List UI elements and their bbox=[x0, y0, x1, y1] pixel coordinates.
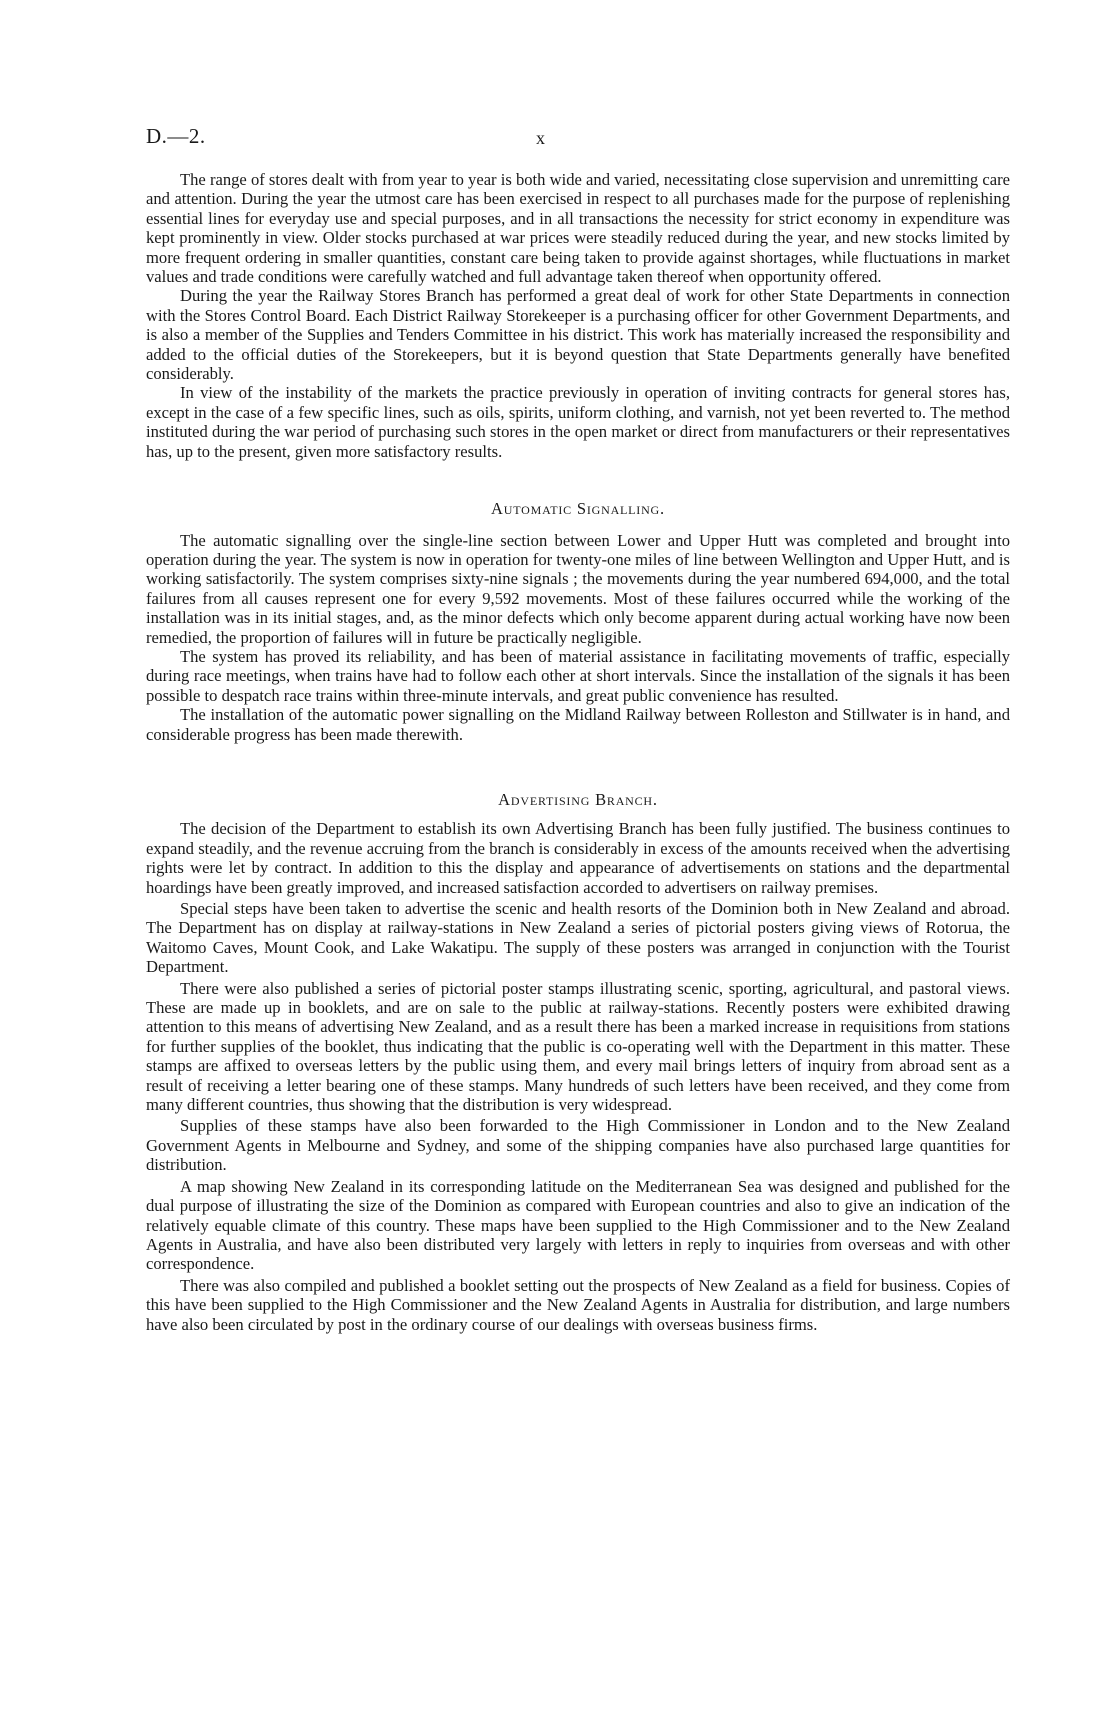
paragraph: A map showing New Zealand in its corresponding latitude on the Mediterranean Sea was designed and published for the dual purpose of illustrating the size of the Dominion as compared with European countries and also to give an indication of the relatively equable climate of this country. These maps have been supplied to the High Commissioner and to the New Zealand Agents in Australia, and have also been distributed very largely with letters in reply to inquiries from overseas and with other correspondence. bbox=[146, 1176, 1010, 1274]
page-header bbox=[146, 124, 1010, 151]
document-reference: D.—2. bbox=[146, 124, 206, 148]
section-heading-automatic-signalling: Automatic Signalling. bbox=[491, 499, 665, 519]
paragraph: The installation of the automatic power signalling on the Midland Railway between Rolleston and Stillwater is in hand, and considerable progress has been made therewith. bbox=[146, 705, 1010, 744]
paragraph: In view of the instability of the markets the practice previously in operation of inviting contracts for general stores has, except in the case of a few specific lines, such as oils, spirits, uniform clothing, and varnish, not yet been reverted to. The method instituted during the war period of purchasing such stores in the open market or direct from manufacturers or their representatives has, up to the present, given more satisfactory results. bbox=[146, 383, 1010, 461]
paragraph: Supplies of these stamps have also been forwarded to the High Commissioner in London and to the New Zealand Government Agents in Melbourne and Sydney, and some of the shipping companies have also purchased large quantities for distribution. bbox=[146, 1116, 1010, 1175]
advertising-branch-section bbox=[146, 790, 1010, 1334]
paragraph: There was also compiled and published a booklet setting out the prospects of New Zealand as a field for business. Copies of this have been supplied to the High Commissioner and the New Zealand Agents in Australia for distribution, and large numbers have also been circulated by post in the ordinary course of our dealings with overseas business firms. bbox=[146, 1275, 1010, 1334]
page-body bbox=[146, 170, 1010, 1334]
paragraph: Special steps have been taken to advertise the scenic and health resorts of the Dominion both in New Zealand and abroad. The Department has on display at railway-stations in New Zealand a series of pictorial posters giving views of Rotorua, the Waitomo Caves, Mount Cook, and Lake Wakatipu. The supply of these posters was arranged in conjunction with the Tourist Department. bbox=[146, 899, 1010, 977]
automatic-signalling-section bbox=[146, 499, 1010, 744]
paragraph: The system has proved its reliability, and has been of material assistance in facilitating movements of traffic, especially during race meetings, when trains have had to follow each other at short intervals. Since the installation of the signals it has been possible to despatch race trains within three-minute intervals, and great public convenience has resulted. bbox=[146, 646, 1010, 705]
paragraph: The automatic signalling over the single-line section between Lower and Upper Hutt was completed and brought into operation during the year. The system is now in operation for twenty-one miles of line between Wellington and Upper Hutt, and is working satisfactorily. The system comprises sixty-nine signals ; the movements during the year numbered 694,000, and the total failures from all causes represent one for every 9,592 movements. Most of these failures occurred while the working of the installation was in its initial stages, and, as the minor defects which only become apparent during actual working have now been remedied, the proportion of failures will in future be practically negligible. bbox=[146, 530, 1010, 647]
page-number: x bbox=[536, 128, 546, 148]
paragraph: There were also published a series of pictorial poster stamps illustrating scenic, sporting, agricultural, and pastoral views. These are made up in booklets, and are on sale to the public at railway-stations. Recently posters were exhibited drawing attention to this means of advertising New Zealand, and as a result there has been a marked increase in requisitions from stations for further supplies of the booklet, thus indicating that the public is co-operating well with the Department in this matter. These stamps are affixed to overseas letters by the public using them, and every mail brings letters of inquiry from abroad sent as a result of receiving a letter bearing one of these stamps. Many hundreds of such letters have been received, and they come from many different countries, thus showing that the distribution is very widespread. bbox=[146, 978, 1010, 1115]
paragraph: The decision of the Department to establish its own Advertising Branch has been fully justified. The business continues to expand steadily, and the revenue accruing from the branch is considerably in excess of the amounts received when the advertising rights were let by contract. In addition to this the display and appearance of advertisements on stations and the departmental hoardings have been greatly improved, and increased satisfaction accorded to advertisers on railway premises. bbox=[146, 819, 1010, 897]
stores-section bbox=[146, 170, 1010, 461]
paragraph: The range of stores dealt with from year to year is both wide and varied, necessitating close supervision and unremitting care and attention. During the year the utmost care has been exercised in respect to all purchases made for the purpose of replenishing essential lines for everyday use and special purposes, and in all transactions the necessity for strict economy in expenditure was kept prominently in view. Older stocks purchased at war prices were steadily reduced during the year, and new stocks limited by more frequent ordering in smaller quantities, constant care being taken to provide against shortages, while fluctuations in market values and trade conditions were carefully watched and full advantage taken thereof when opportunity offered. bbox=[146, 170, 1010, 287]
paragraph: During the year the Railway Stores Branch has performed a great deal of work for other State Departments in connection with the Stores Control Board. Each District Railway Storekeeper is a purchasing officer for other Government Departments, and is also a member of the Supplies and Tenders Committee in his district. This work has materially increased the responsibility and added to the official duties of the Storekeepers, but it is beyond question that State Departments generally have benefited considerably. bbox=[146, 286, 1010, 384]
section-heading-advertising-branch: Advertising Branch. bbox=[498, 789, 658, 809]
